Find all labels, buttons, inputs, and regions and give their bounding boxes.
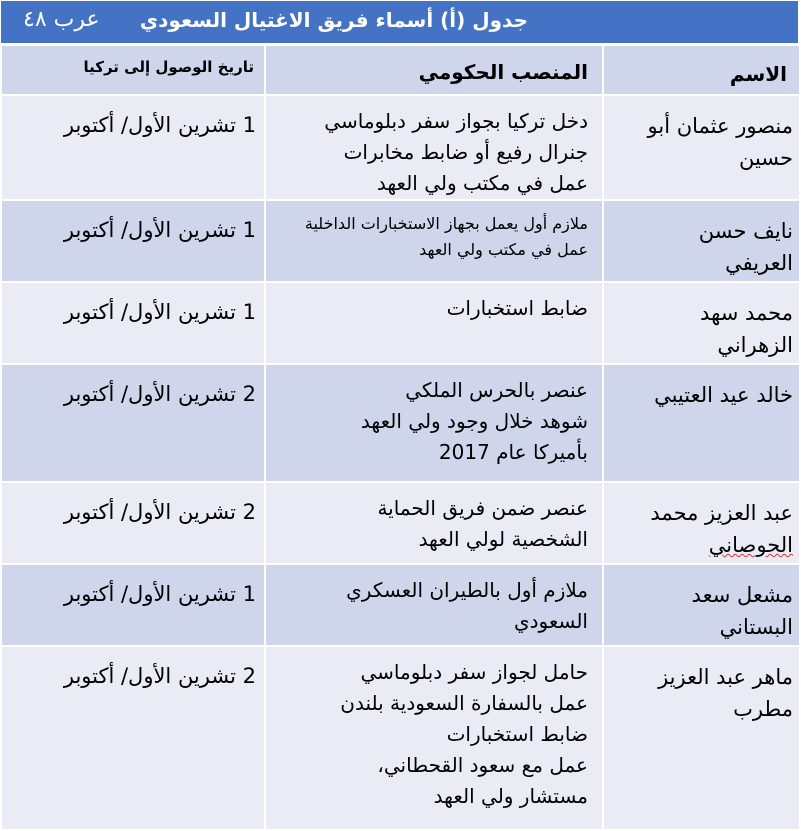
header-role: المنصب الحكومي xyxy=(265,45,603,95)
name-cell: محمد سهد الزهراني xyxy=(603,282,800,364)
date-cell: 2 تشرين الأول/ أكتوبر xyxy=(1,646,265,830)
table-row xyxy=(1,364,800,482)
table-row xyxy=(1,282,800,364)
date-cell: 1 تشرين الأول/ أكتوبر xyxy=(1,564,265,646)
date-cell: 1 تشرين الأول/ أكتوبر xyxy=(1,95,265,200)
date-cell: 2 تشرين الأول/ أكتوبر xyxy=(1,364,265,482)
table-row xyxy=(1,646,800,830)
role-cell: ضابط استخبارات xyxy=(265,282,603,364)
header-name: الاسم xyxy=(603,45,800,95)
role-cell: ملازم أول بالطيران العسكري السعودي xyxy=(265,564,603,646)
title-bar xyxy=(0,0,799,44)
role-cell: عنصر بالحرس الملكي شوهد خلال وجود ولي العهد بأميركا عام 2017 xyxy=(265,364,603,482)
name-cell: نايف حسن العريفي xyxy=(603,200,800,282)
table-title: جدول (أ) أسماء فريق الاغتيال السعودي xyxy=(139,8,528,32)
name-cell: منصور عثمان أبو حسين xyxy=(603,95,800,200)
name-cell: عبد العزيز محمد الحوصاني xyxy=(603,482,800,564)
role-cell: ملازم أول يعمل بجهاز الاستخبارات الداخلية عمل في مكتب ولي العهد xyxy=(265,200,603,282)
role-cell: دخل تركيا بجواز سفر دبلوماسي جنرال رفيع أو ضابط مخابرات عمل في مكتب ولي العهد xyxy=(265,95,603,200)
assassination-team-table xyxy=(0,44,801,831)
table-row xyxy=(1,564,800,646)
date-cell: 1 تشرين الأول/ أكتوبر xyxy=(1,200,265,282)
date-cell: 2 تشرين الأول/ أكتوبر xyxy=(1,482,265,564)
date-cell: 1 تشرين الأول/ أكتوبر xyxy=(1,282,265,364)
header-date: تاريخ الوصول إلى تركيا xyxy=(1,45,265,95)
role-cell: عنصر ضمن فريق الحماية الشخصية لولي العهد xyxy=(265,482,603,564)
name-cell: ماهر عبد العزيز مطرب xyxy=(603,646,800,830)
table-row xyxy=(1,95,800,200)
table-header-row xyxy=(1,45,800,95)
name-cell: مشعل سعد البستاني xyxy=(603,564,800,646)
table-row xyxy=(1,200,800,282)
arab48-logo xyxy=(23,7,143,39)
role-cell: حامل لجواز سفر دبلوماسي عمل بالسفارة السعودية بلندن ضابط استخبارات عمل مع سعود القحطاني، مستشار ولي العهد xyxy=(265,646,603,830)
logo-text: عرب ٤٨ xyxy=(23,7,100,32)
table-row xyxy=(1,482,800,564)
name-cell: خالد عيد العتيبي xyxy=(603,364,800,482)
